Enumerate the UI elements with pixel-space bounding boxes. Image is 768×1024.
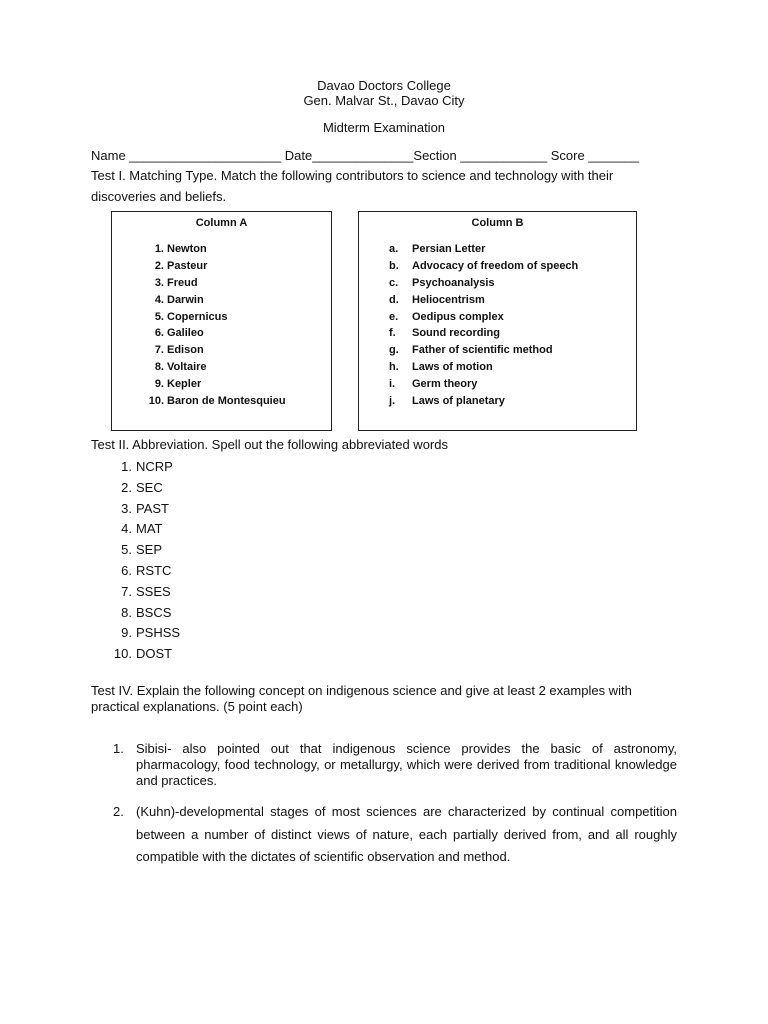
item-number: 7. [154,344,164,357]
item-number: a. [389,243,399,255]
test4-instruction: Test IV. Explain the following concept on indigenous science and give at least 2 examples with practical explanations. (5 point each) [91,683,632,714]
item-text: Freud [167,276,198,289]
item-number: 8. [154,361,164,374]
item-text: Persian Letter [412,243,486,255]
item-number: 9. [121,625,132,641]
item-number: b. [389,259,399,272]
item-number: 10. [148,395,164,408]
item-text: Laws of planetary [412,395,505,408]
test2-instruction: Test II. Abbreviation. Spell out the following abbreviated words [91,437,448,452]
item-number: j. [389,395,396,408]
item-text: Heliocentrism [412,293,485,306]
column-b-box [358,211,637,431]
item-number: 2. [121,479,132,495]
item-number: c. [389,276,399,289]
item-number: 2. [113,804,124,819]
item-text: SEC [136,479,163,495]
item-number: 9. [154,378,164,391]
item-number: 1. [113,741,124,756]
student-fields: Name _____________________ Date______________Section ____________ Score _______ [91,148,639,163]
item-number: 2. [154,259,164,272]
item-text: Sound recording [412,327,500,340]
item-text: PSHSS [136,625,181,641]
item-number: 1. [121,459,132,474]
item-number: 6. [154,327,164,340]
item-number: 5. [154,310,164,323]
item-text: PAST [136,500,169,516]
item-text: Edison [167,344,204,357]
college-address: Gen. Malvar St., Davao City [303,93,465,108]
item-number: 3. [121,500,132,516]
item-number: f. [389,327,396,340]
item-text: SEP [136,542,163,558]
column-a-box [111,211,332,431]
item-text: Pasteur [167,259,208,272]
item-text: Germ theory [412,378,478,391]
item-number: 3. [154,276,164,289]
item-text: RSTC [136,562,172,578]
item-text: BSCS [136,604,172,620]
column-a-title: Column A [195,217,248,229]
item-text: Galileo [167,327,204,340]
item-text: Laws of motion [412,361,493,374]
item-text: Darwin [167,293,204,306]
item-text: (Kuhn)-developmental stages of most sciences are characterized by continual competition between a number of distinct views of nature, each partially derived from, and all roughly compatible with the dictates of scientific observation and method. [136,804,677,864]
item-number: 10. [113,646,132,662]
item-text: SSES [136,583,171,599]
item-text: NCRP [136,459,173,474]
item-number: e. [389,310,399,323]
item-number: 4. [121,521,132,537]
column-b-title: Column B [471,217,524,229]
item-number: 6. [121,562,132,578]
item-number: 4. [154,293,164,306]
item-number: 8. [121,604,132,620]
test1-instruction-cont: discoveries and beliefs. [91,189,227,204]
item-text: Kepler [167,378,202,391]
test1-instruction: Test I. Matching Type. Match the following contributors to science and technology with their [91,168,614,183]
item-text: Voltaire [167,361,207,374]
item-number: 5. [121,542,132,558]
item-number: d. [389,293,399,306]
item-text: DOST [136,646,173,662]
item-text: Psychoanalysis [412,276,495,289]
item-text: Newton [167,243,207,255]
item-text: Baron de Montesquieu [167,395,286,408]
exam-title: Midterm Examination [322,120,446,135]
item-text: Oedipus complex [412,310,504,323]
item-text: MAT [136,521,163,537]
item-text: Father of scientific method [412,344,553,357]
item-number: h. [389,361,399,374]
item-text: Sibisi- also pointed out that indigenous science provides the basic of astronomy, pharmacology, food technology, or metallurgy, which were derived from traditional knowledge and practices. [136,741,677,788]
item-number: 7. [121,583,132,599]
item-number: i. [389,378,396,391]
item-text: Advocacy of freedom of speech [412,259,579,272]
item-number: g. [389,344,399,357]
item-text: Copernicus [167,310,228,323]
college-name: Davao Doctors College [317,78,451,93]
item-number: 1. [154,243,164,255]
